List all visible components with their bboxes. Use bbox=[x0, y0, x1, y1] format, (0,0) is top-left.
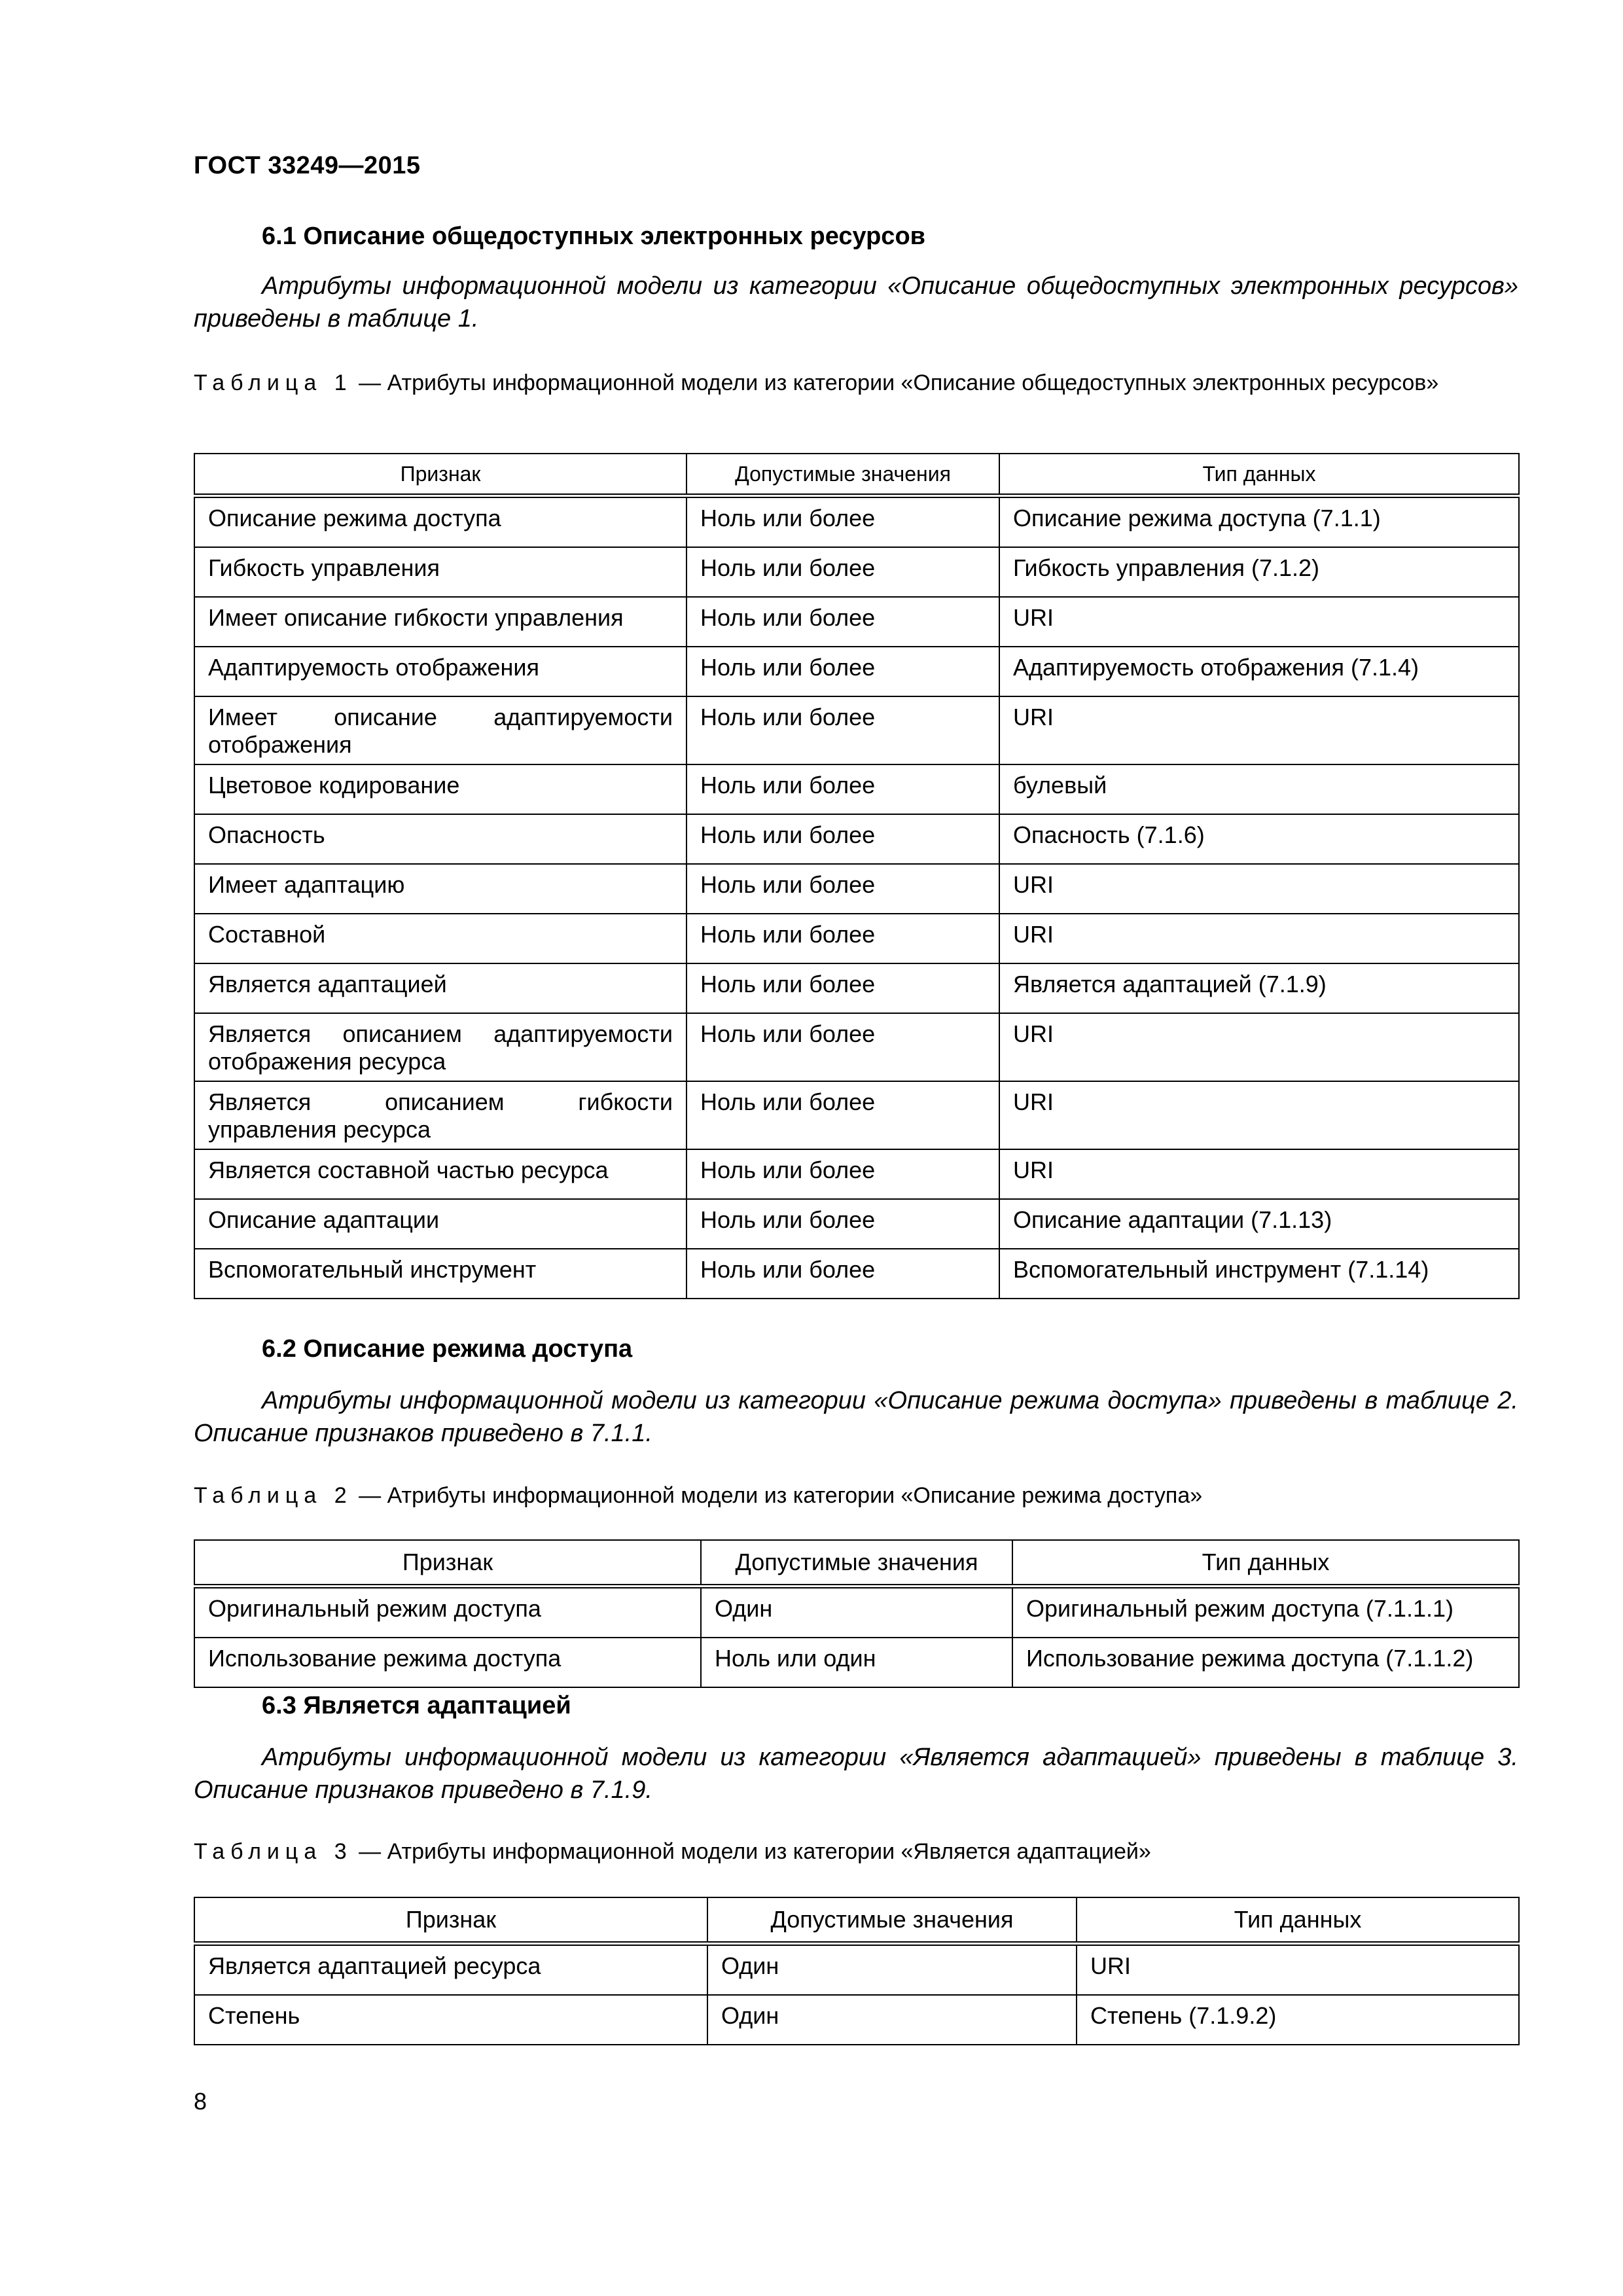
cell-feature: Имеет адаптацию bbox=[194, 864, 687, 914]
table-header-row bbox=[194, 454, 1519, 496]
cell-data-type: URI bbox=[999, 1013, 1519, 1081]
cell-allowed-values: Ноль или более bbox=[687, 647, 999, 696]
cell-feature: Цветовое кодирование bbox=[194, 764, 687, 814]
header-cell-allowed-values: Допустимые значения bbox=[707, 1897, 1077, 1944]
table-row bbox=[194, 547, 1519, 597]
table-row bbox=[194, 963, 1519, 1013]
cell-feature: Является составной частью ресурса bbox=[194, 1149, 687, 1199]
table-row bbox=[194, 597, 1519, 647]
header-cell-feature: Признак bbox=[194, 454, 687, 496]
table-row bbox=[194, 764, 1519, 814]
table-1-caption bbox=[194, 368, 1518, 398]
table-row bbox=[194, 914, 1519, 963]
cell-feature: Описание режима доступа bbox=[194, 496, 687, 548]
cell-data-type: URI bbox=[999, 597, 1519, 647]
section-6-3-paragraph: Атрибуты информационной модели из категории «Является адаптацией» приведены в таблице 3. Описание признаков приведено в 7.1.9. bbox=[194, 1744, 1518, 1804]
cell-allowed-values: Ноль или более bbox=[687, 1149, 999, 1199]
cell-allowed-values: Ноль или более bbox=[687, 1081, 999, 1149]
table-3-caption-text: — Атрибуты информационной модели из категории «Является адаптацией» bbox=[352, 1839, 1151, 1864]
cell-allowed-values: Ноль или более bbox=[687, 864, 999, 914]
table-row bbox=[194, 696, 1519, 764]
cell-feature: Имеет описание гибкости управления bbox=[194, 597, 687, 647]
section-6-1-paragraph: Атрибуты информационной модели из категории «Описание общедоступных электронных ресурсов» приведены в таблице 1. bbox=[194, 272, 1518, 332]
cell-feature: Является описанием гибкости управления ресурса bbox=[194, 1081, 687, 1149]
cell-data-type: Степень (7.1.9.2) bbox=[1077, 1995, 1519, 2045]
cell-feature: Адаптируемость отображения bbox=[194, 647, 687, 696]
cell-feature: Использование режима доступа bbox=[194, 1638, 701, 1687]
header-cell-allowed-values: Допустимые значения bbox=[687, 454, 999, 496]
cell-allowed-values: Ноль или более bbox=[687, 963, 999, 1013]
cell-data-type: URI bbox=[999, 864, 1519, 914]
table-1-caption-text: — Атрибуты информационной модели из категории «Описание общедоступных электронных ресурсов» bbox=[352, 370, 1439, 395]
cell-data-type: Опасность (7.1.6) bbox=[999, 814, 1519, 864]
cell-data-type: Гибкость управления (7.1.2) bbox=[999, 547, 1519, 597]
table-row bbox=[194, 864, 1519, 914]
table-row bbox=[194, 814, 1519, 864]
table-2-caption bbox=[194, 1480, 1518, 1511]
table-3 bbox=[194, 1897, 1520, 2045]
cell-data-type: Использование режима доступа (7.1.1.2) bbox=[1012, 1638, 1519, 1687]
section-6-1-title: 6.1 Описание общедоступных электронных ресурсов bbox=[262, 223, 926, 250]
table-row bbox=[194, 1149, 1519, 1199]
table-row bbox=[194, 1081, 1519, 1149]
cell-feature: Составной bbox=[194, 914, 687, 963]
cell-data-type: Вспомогательный инструмент (7.1.14) bbox=[999, 1249, 1519, 1299]
header-cell-data-type: Тип данных bbox=[1012, 1540, 1519, 1587]
cell-data-type: булевый bbox=[999, 764, 1519, 814]
cell-data-type: URI bbox=[999, 1081, 1519, 1149]
cell-data-type: Является адаптацией (7.1.9) bbox=[999, 963, 1519, 1013]
table-1 bbox=[194, 453, 1520, 1299]
cell-feature: Описание адаптации bbox=[194, 1199, 687, 1249]
table-row bbox=[194, 647, 1519, 696]
header-cell-feature: Признак bbox=[194, 1540, 701, 1587]
standard-designation: ГОСТ 33249—2015 bbox=[194, 152, 421, 179]
section-6-3-title: 6.3 Является адаптацией bbox=[262, 1692, 571, 1719]
cell-data-type: Оригинальный режим доступа (7.1.1.1) bbox=[1012, 1587, 1519, 1638]
table-header-row bbox=[194, 1897, 1519, 1944]
cell-feature: Оригинальный режим доступа bbox=[194, 1587, 701, 1638]
table-row bbox=[194, 1587, 1519, 1638]
cell-allowed-values: Ноль или более bbox=[687, 496, 999, 548]
table-2 bbox=[194, 1539, 1520, 1688]
cell-allowed-values: Ноль или более bbox=[687, 914, 999, 963]
section-6-2-paragraph: Атрибуты информационной модели из категории «Описание режима доступа» приведены в таблице 2. Описание признаков приведено в 7.1.1. bbox=[194, 1387, 1518, 1447]
table-row bbox=[194, 1944, 1519, 1996]
cell-allowed-values: Ноль или более bbox=[687, 597, 999, 647]
header-cell-feature: Признак bbox=[194, 1897, 707, 1944]
table-row bbox=[194, 1013, 1519, 1081]
page-number: 8 bbox=[194, 2088, 207, 2115]
cell-allowed-values: Ноль или более bbox=[687, 547, 999, 597]
cell-feature: Степень bbox=[194, 1995, 707, 2045]
section-6-2-title: 6.2 Описание режима доступа bbox=[262, 1335, 633, 1363]
cell-allowed-values: Ноль или более bbox=[687, 764, 999, 814]
header-cell-allowed-values: Допустимые значения bbox=[701, 1540, 1012, 1587]
table-header-row bbox=[194, 1540, 1519, 1587]
table-row bbox=[194, 1199, 1519, 1249]
table-row bbox=[194, 1249, 1519, 1299]
header-cell-data-type: Тип данных bbox=[999, 454, 1519, 496]
cell-allowed-values: Ноль или более bbox=[687, 814, 999, 864]
table-row bbox=[194, 1995, 1519, 2045]
cell-allowed-values: Один bbox=[707, 1944, 1077, 1996]
cell-allowed-values: Один bbox=[701, 1587, 1012, 1638]
cell-feature: Является адаптацией bbox=[194, 963, 687, 1013]
cell-data-type: Адаптируемость отображения (7.1.4) bbox=[999, 647, 1519, 696]
cell-feature: Является адаптацией ресурса bbox=[194, 1944, 707, 1996]
cell-data-type: URI bbox=[999, 914, 1519, 963]
cell-data-type: URI bbox=[999, 1149, 1519, 1199]
cell-allowed-values: Один bbox=[707, 1995, 1077, 2045]
cell-feature: Вспомогательный инструмент bbox=[194, 1249, 687, 1299]
table-2-label: Таблица 2 bbox=[194, 1483, 353, 1508]
table-3-caption bbox=[194, 1837, 1518, 1867]
cell-allowed-values: Ноль или более bbox=[687, 1013, 999, 1081]
cell-data-type: Описание адаптации (7.1.13) bbox=[999, 1199, 1519, 1249]
header-cell-data-type: Тип данных bbox=[1077, 1897, 1519, 1944]
cell-feature: Является описанием адаптируемости отображения ресурса bbox=[194, 1013, 687, 1081]
table-3-label: Таблица 3 bbox=[194, 1839, 353, 1864]
cell-allowed-values: Ноль или один bbox=[701, 1638, 1012, 1687]
cell-allowed-values: Ноль или более bbox=[687, 1199, 999, 1249]
table-row bbox=[194, 1638, 1519, 1687]
cell-allowed-values: Ноль или более bbox=[687, 1249, 999, 1299]
cell-data-type: URI bbox=[1077, 1944, 1519, 1996]
cell-feature: Опасность bbox=[194, 814, 687, 864]
cell-data-type: Описание режима доступа (7.1.1) bbox=[999, 496, 1519, 548]
cell-data-type: URI bbox=[999, 696, 1519, 764]
table-row bbox=[194, 496, 1519, 548]
cell-feature: Имеет описание адаптируемости отображения bbox=[194, 696, 687, 764]
table-1-label: Таблица 1 bbox=[194, 370, 353, 395]
cell-allowed-values: Ноль или более bbox=[687, 696, 999, 764]
table-2-caption-text: — Атрибуты информационной модели из категории «Описание режима доступа» bbox=[352, 1483, 1203, 1508]
cell-feature: Гибкость управления bbox=[194, 547, 687, 597]
